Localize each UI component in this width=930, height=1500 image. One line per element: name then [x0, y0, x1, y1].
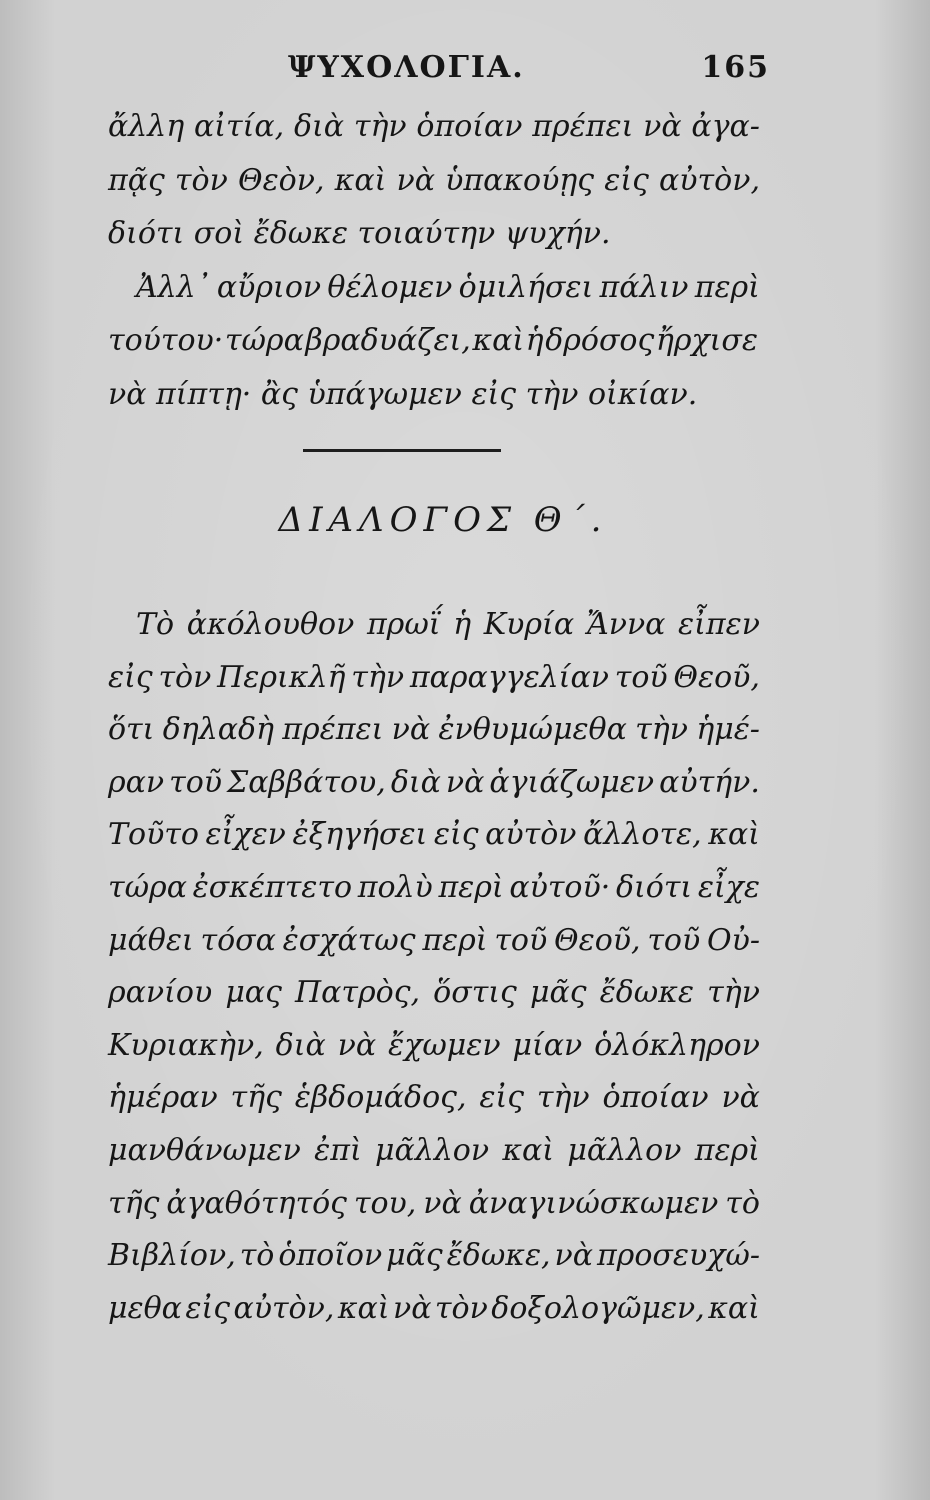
word: τὴν	[536, 1080, 590, 1116]
word: μᾶλλον	[375, 1132, 490, 1168]
word: δηλαδὴ	[162, 712, 275, 748]
word: ἀναγινώσκωμεν	[468, 1185, 719, 1221]
word: ἑβδομάδος,	[294, 1080, 467, 1116]
word: ἐξηγήσει	[292, 817, 428, 853]
word: μας	[225, 975, 282, 1011]
word: ἡ	[453, 607, 472, 642]
word: καὶ	[708, 817, 760, 853]
word: πολὺ	[357, 869, 433, 905]
word: ἐσκέπτετο	[192, 869, 353, 905]
word: καὶ	[708, 1290, 760, 1326]
page-body	[108, 100, 768, 1335]
word: Θεοῦ,	[554, 922, 641, 958]
word: ἤρχισε	[655, 323, 758, 358]
word: τοῦ	[494, 922, 548, 958]
word: τώρα	[108, 869, 187, 905]
running-title: ΨΥΧΟΛΟΓΙΑ.	[288, 50, 525, 85]
word: ἁγιάζωμεν	[489, 764, 655, 800]
word: τῆς	[108, 1185, 160, 1221]
word: τὴν	[707, 975, 760, 1011]
word: μᾶς	[529, 975, 587, 1011]
word: νὰ	[337, 1027, 377, 1063]
word: ἄλλη	[108, 109, 185, 144]
text-line	[108, 862, 760, 915]
word: Κυριακὴν,	[108, 1027, 264, 1063]
text-line	[108, 261, 760, 315]
word: εἰς	[479, 1080, 525, 1116]
word: ἔδωκε,	[446, 1238, 551, 1274]
text-line	[108, 915, 760, 968]
word: προσευχώ-	[596, 1238, 760, 1274]
word: νὰ	[392, 1290, 432, 1326]
word: μᾶλλον	[567, 1132, 682, 1168]
word: αἰτία,	[194, 109, 285, 144]
word: παραγγελίαν	[409, 659, 609, 695]
word: πρέπει	[532, 109, 634, 144]
text-line	[108, 1283, 760, 1336]
word: ρανίου	[108, 975, 213, 1011]
word: πρέπει	[282, 712, 384, 748]
word: διὰ	[275, 1027, 326, 1063]
word: εἰς	[185, 1290, 231, 1326]
word: τώρα	[224, 323, 304, 358]
paragraph-2	[108, 261, 768, 422]
word: τὸν	[174, 162, 228, 198]
word: μᾶς	[386, 1238, 443, 1274]
word: ἡμέραν	[108, 1080, 218, 1116]
word: ἐσχάτως	[282, 922, 416, 958]
text-line	[108, 809, 760, 862]
word: αὐτὸν,	[659, 162, 760, 198]
word: ἔχωμεν	[388, 1027, 501, 1063]
word: Τοῦτο	[108, 817, 199, 853]
word: τόσα	[200, 922, 276, 958]
word: περὶ	[438, 869, 504, 905]
word: βραδυάζει,	[305, 323, 471, 358]
word: Οὐ-	[707, 922, 760, 958]
word: δρόσος	[545, 323, 655, 358]
text-line: διότι σοὶ ἔδωκε τοιαύτην ψυχήν.	[108, 216, 611, 251]
word: νὰ	[554, 1238, 594, 1274]
word: τῆς	[230, 1080, 282, 1116]
text-line	[108, 1020, 760, 1073]
word: ἡμέ-	[696, 712, 760, 748]
word: Θεὸν,	[237, 162, 325, 198]
word: ὅτι	[108, 712, 155, 748]
word: διὰ	[390, 764, 441, 800]
word: ὁποῖον	[278, 1238, 383, 1274]
word: διότι	[615, 869, 693, 905]
page-number: 165	[701, 50, 770, 85]
word: ἄλλοτε,	[583, 817, 702, 853]
word: μεθα	[108, 1290, 182, 1326]
word: τὸν	[158, 659, 212, 695]
word: ἔδωκε	[599, 975, 695, 1011]
page-header	[110, 50, 770, 100]
word: ὁμιλήσει	[458, 269, 594, 305]
word: νὰ	[391, 712, 431, 748]
word: δοξολογῶμεν,	[491, 1290, 705, 1326]
word: πρωΐ	[366, 607, 441, 642]
text-line	[108, 599, 760, 652]
word: αὔριον	[216, 269, 322, 305]
word: εἶπεν	[678, 607, 760, 642]
word: τὴν	[351, 659, 405, 695]
word: ὁλόκληρον	[594, 1027, 760, 1063]
word: αὐτήν.	[659, 764, 760, 800]
word: νὰ	[423, 1185, 462, 1221]
word: Βιβλίον,	[108, 1238, 236, 1274]
word: ἀγα-	[691, 109, 760, 144]
word: τὴν	[635, 712, 688, 748]
word: πάλιν	[599, 269, 689, 305]
text-line	[108, 1230, 760, 1283]
word: καὶ	[337, 1290, 390, 1326]
word: ὁποίαν	[602, 1080, 709, 1116]
text-line	[108, 314, 758, 368]
word: νὰ	[643, 109, 682, 144]
word: τὸ	[239, 1238, 275, 1274]
word: ἐνθυμώμεθα	[438, 712, 627, 748]
word: Περικλῆ	[217, 659, 346, 695]
section-divider	[108, 421, 768, 473]
word: αὐτὸν	[485, 817, 577, 853]
word: μάθει	[108, 922, 194, 958]
word: Πατρὸς,	[294, 975, 421, 1011]
text-line	[108, 1072, 760, 1125]
word: περὶ	[694, 269, 760, 305]
word: εἰς	[433, 817, 479, 853]
word: περὶ	[422, 922, 488, 958]
word: αὐτὸν,	[233, 1290, 335, 1326]
horizontal-rule	[303, 449, 501, 452]
word: εἰς	[108, 659, 153, 695]
word: νὰ	[396, 162, 435, 198]
word: ὁποίαν	[416, 109, 523, 144]
word: ἐπὶ	[314, 1132, 362, 1168]
word: καὶ	[334, 162, 387, 198]
word: τὸ	[725, 1185, 760, 1221]
paragraph-1	[108, 100, 768, 261]
word: εἶχε	[697, 869, 760, 905]
word: εἶχεν	[205, 817, 286, 853]
word: τούτου·	[108, 323, 224, 358]
text-line	[108, 757, 760, 810]
word: εἰς	[604, 162, 649, 198]
word: αὐτοῦ·	[509, 869, 611, 905]
word: νὰ	[721, 1080, 760, 1116]
word: Ἄννα	[586, 607, 666, 642]
word: ἡ	[525, 323, 544, 358]
word: Σαββάτου,	[226, 764, 386, 800]
text-line	[108, 652, 760, 705]
word: τὴν	[353, 109, 407, 144]
text-line	[108, 154, 760, 208]
word: ραν	[108, 764, 165, 800]
word: καὶ	[472, 323, 525, 358]
word: νὰ	[445, 764, 485, 800]
word: τοῦ	[647, 922, 701, 958]
word: πᾷς	[108, 162, 165, 198]
word: Ἀλλ᾽	[136, 269, 211, 305]
text-line	[108, 967, 760, 1020]
section-heading: ΔΙΑΛΟΓΟΣ Θ΄.	[278, 500, 608, 540]
word: ὅστις	[433, 975, 517, 1011]
paragraph-3	[108, 599, 768, 1335]
word: Τὸ	[136, 607, 175, 642]
word: μίαν	[512, 1027, 583, 1063]
word: του,	[353, 1185, 417, 1221]
word: τοῦ	[614, 659, 668, 695]
word: ἀκόλουθον	[186, 607, 355, 642]
word: τὸν	[434, 1290, 488, 1326]
word: ἀγαθότητός	[166, 1185, 347, 1221]
text-line	[108, 1178, 760, 1231]
word: θέλομεν	[327, 269, 453, 305]
text-line	[108, 100, 760, 154]
text-line	[108, 1125, 760, 1178]
word: ὑπακούῃς	[445, 162, 595, 198]
word: καὶ	[502, 1132, 555, 1168]
text-line	[108, 704, 760, 757]
word: Θεοῦ,	[673, 659, 760, 695]
word: Κυρία	[483, 607, 575, 642]
word: μανθάνωμεν	[108, 1132, 301, 1168]
word: περὶ	[694, 1132, 760, 1168]
word: τοῦ	[169, 764, 223, 800]
word: διὰ	[293, 109, 345, 144]
text-line: νὰ πίπτῃ· ἂς ὑπάγωμεν εἰς τὴν οἰκίαν.	[108, 376, 698, 412]
